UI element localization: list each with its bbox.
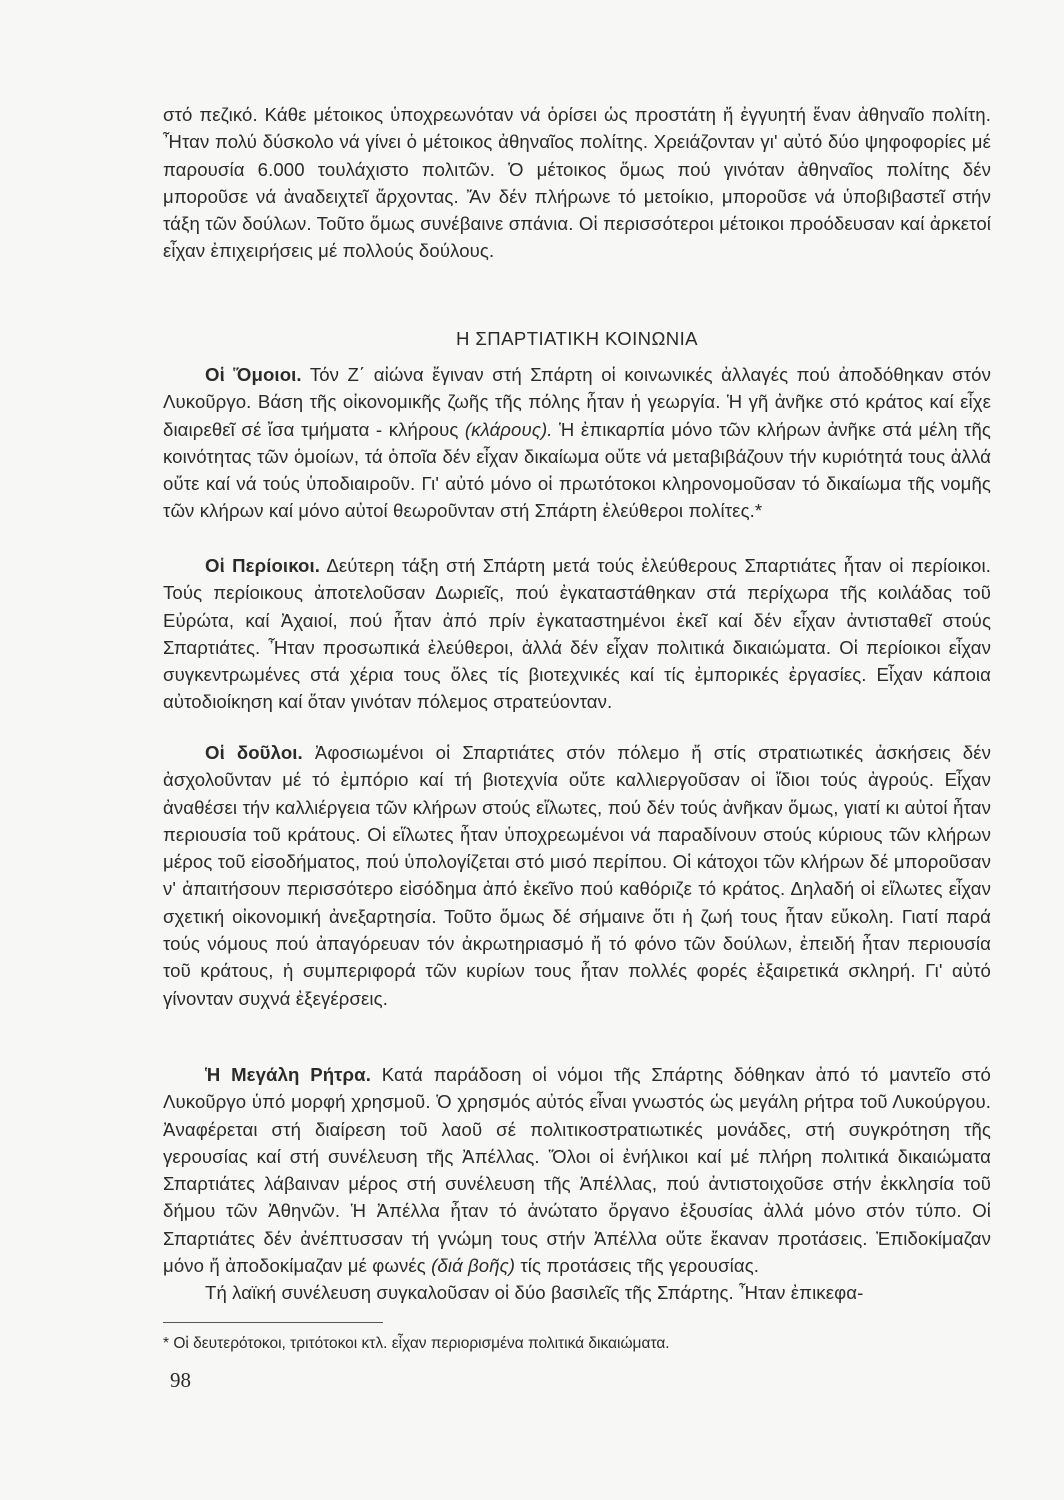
megali-rhetra-text-2: τίς προτάσεις τῆς γερουσίας. <box>515 1255 760 1277</box>
megali-rhetra-title: Ἡ Μεγάλη Ρήτρα. <box>205 1064 371 1085</box>
homoioi-text-2: Ἡ ἐπικαρπία μόνο τῶν κλήρων ἀνῆκε στά μέλη τῆς κοινότητας τῶν ὁμοίων, τά ὁποῖα δέν εἶχαν δικαίωμα οὔτε νά μεταβιβάζουν τήν κυριότητά τους ἀλλά οὔτε καί νά τούς ὑποδιαιροῦν. Γι' αὐτό μόνο οἱ πρωτότοκοι κληρονομοῦσαν τό δικαίωμα τῆς νομῆς τῶν κλήρων καί μόνο αὐτοί θεωροῦνταν στή Σπάρτη ἐλεύθεροι πολίτες.* <box>163 418 991 522</box>
perioikoi-text: Δεύτερη τάξη στή Σπάρτη μετά τούς ἐλεύθερους Σπαρτιάτες ἦταν οἱ περίοικοι. Τούς περίοικους ἀποτελοῦσαν Δωριεῖς, πού ἐγκαταστάθηκαν στά περίχωρα τῆς κοιλάδας τοῦ Εὐρώτα, καί Ἀχαιοί, πού ἦταν ἀπό πρίν ἐγκαταστημένοι ἐκεῖ καί δέν εἶχαν ἀντισταθεῖ στούς Σπαρτιάτες. Ἦταν προσωπικά ἐλεύθεροι, ἀλλά δέν εἶχαν πολιτικά δικαιώματα. Οἱ περίοικοι εἶχαν συγκεντρωμένες στά χέρια τους ὅλες τίς βιοτεχνικές καί τίς ἐμπορικές ἐργασίες. Εἶχαν κάποια αὐτοδιοίκηση καί ὅταν γινόταν πόλεμος στρατεύονταν. <box>163 555 991 713</box>
megali-rhetra-paragraph <box>163 1061 991 1279</box>
footnote-rule <box>163 1322 383 1323</box>
homoioi-block <box>163 361 991 525</box>
douloi-text: Ἀφοσιωμένοι οἱ Σπαρτιάτες στόν πόλεμο ἤ στίς στρατιωτικές ἀσκήσεις δέν ἀσχολοῦνταν μέ τό ἐμπόριο καί τή βιοτεχνία οὔτε καλλιεργοῦσαν οἱ ἴδιοι τούς ἀγρούς. Εἶχαν ἀναθέσει τήν καλλιέργεια τῶν κλήρων στούς εἵλωτες, πού δέν τούς ἀνῆκαν ὅμως, γιατί κι αὐτοί ἦταν περιουσία τοῦ κράτους. Οἱ εἵλωτες ἦταν ὑποχρεωμένοι νά παραδίνουν στούς κύριους τῶν κλήρων μέρος τοῦ εἰσοδήματος, πού ὑπολογίζεται στό μισό περίπου. Οἱ κάτοχοι τῶν κλήρων δέ μποροῦσαν ν' ἀπαιτήσουν περισσότερο εἰσόδημα ἀπό ἐκεῖνο πού καθόριζε τό κράτος. Δηλαδή οἱ εἵλωτες εἶχαν σχετική οἰκονομική ἀνεξαρτησία. Τοῦτο ὅμως δέ σήμαινε ὅτι ἡ ζωή τους ἦταν εὔκολη. Γιατί παρά τούς νόμους πού ἀπαγόρευαν τόν ἀκρωτηριασμό ἤ τό φόνο τῶν δούλων, ἐπειδή ἦταν περιουσία τοῦ κράτους, ἡ συμπεριφορά τῶν κυρίων τους ἦταν πολλές φορές ἐξαιρετικά σκληρή. Γι' αὐτό γίνονταν συχνά ἐξεγέρσεις. <box>163 742 991 1009</box>
last-paragraph: Τή λαϊκή συνέλευση συγκαλοῦσαν οἱ δύο βασιλεῖς τῆς Σπάρτης. Ἦταν ἐπικεφα- <box>205 1282 864 1304</box>
page-number: 98 <box>170 1368 191 1392</box>
section-heading: Η ΣΠΑΡΤΙΑΤΙΚΗ ΚΟΙΝΩΝΙΑ <box>456 328 698 349</box>
megali-rhetra-text-1: Κατά παράδοση οἱ νόμοι τῆς Σπάρτης δόθηκαν ἀπό τό μαντεῖο στό Λυκοῦργο ὑπό μορφή χρησμοῦ. Ὁ χρησμός αὐτός εἶναι γνωστός ὡς μεγάλη ρήτρα τοῦ Λυκούργου. Ἀναφέρεται στή διαίρεση τοῦ λαοῦ σέ πολιτικοστρατιωτικές μονάδες, στή συγκρότηση τῆς γερουσίας καί στή συνέλευση τῆς Ἀπέλλας. Ὅλοι οἱ ἐνήλικοι καί μέ πλήρη πολιτικά δικαιώματα Σπαρτιάτες λάβαιναν μέρος στή συνέλευση τῆς Ἀπέλλας, πού ἀντιστοιχοῦσε στήν ἐκκλησία τοῦ δήμου τῶν Ἀθηνῶν. Ἡ Ἀπέλλα ἦταν τό ἀνώτατο ὄργανο ἐξουσίας ἀλλά μόνο στόν τύπο. Οἱ Σπαρτιάτες δέν ἀνέπτυσσαν τή γνώμη τους στήν Ἀπέλλα οὔτε ἔκαναν προτάσεις. Ἐπιδοκίμαζαν μόνο ἤ ἀποδοκίμαζαν μέ φωνές <box>163 1064 991 1277</box>
homoioi-term: (κλάρους). <box>464 418 553 440</box>
footnote: * Οἱ δευτερότοκοι, τριτότοκοι κτλ. εἶχαν περιορισμένα πολιτικά δικαιώματα. <box>163 1335 670 1352</box>
homoioi-text-1: Τόν Ζ΄ αἰώνα ἔγιναν στή Σπάρτη οἱ κοινωνικές ἀλλαγές πού ἀποδόθηκαν στόν Λυκοῦργο. Βάση τῆς οἰκονομικῆς ζωῆς τῆς πόλης ἦταν ἡ γεωργία. Ἡ γῆ ἀνῆκε στό κράτος καί εἶχε διαιρεθεῖ σέ ἴσα τμήματα - κλήρους <box>163 364 991 440</box>
megali-rhetra-term: (διά βοῆς) <box>431 1255 516 1277</box>
intro-paragraph: στό πεζικό. Κάθε μέτοικος ὑποχρεωνόταν νά ὁρίσει ὡς προστάτη ἤ ἐγγυητή ἕναν ἀθηναῖο πολίτη. Ἦταν πολύ δύσκολο νά γίνει ὁ μέτοικος ἀθηναῖος πολίτης. Χρειάζονταν γι' αὐτό δύο ψηφοφορίες μέ παρουσία 6.000 τουλάχιστο πολιτῶν. Ὁ μέτοικος ὅμως πού γινόταν ἀθηναῖος πολίτης δέν μποροῦσε νά ἀναδειχτεῖ ἄρχοντας. Ἄν δέν πλήρωνε τό μετοίκιο, μποροῦσε νά ὑποβιβαστεῖ στήν τάξη τῶν δούλων. Τοῦτο ὅμως συνέβαινε σπάνια. Οἱ περισσότεροι μέτοικοι προόδευσαν καί ἀρκετοί εἶχαν ἐπιχειρήσεις μέ πολλούς δούλους. <box>163 104 991 262</box>
perioikoi-paragraph <box>163 552 991 716</box>
intro-block <box>163 101 991 265</box>
homoioi-paragraph <box>163 361 991 525</box>
perioikoi-block <box>163 552 991 716</box>
megali-rhetra-block <box>163 1061 991 1307</box>
douloi-title: Οἱ δοῦλοι. <box>205 742 303 763</box>
douloi-block <box>163 739 991 1012</box>
perioikoi-title: Οἱ Περίοικοι. <box>205 555 321 576</box>
douloi-paragraph <box>163 739 991 1012</box>
homoioi-title: Οἱ Ὅμοιοι. <box>205 364 302 385</box>
